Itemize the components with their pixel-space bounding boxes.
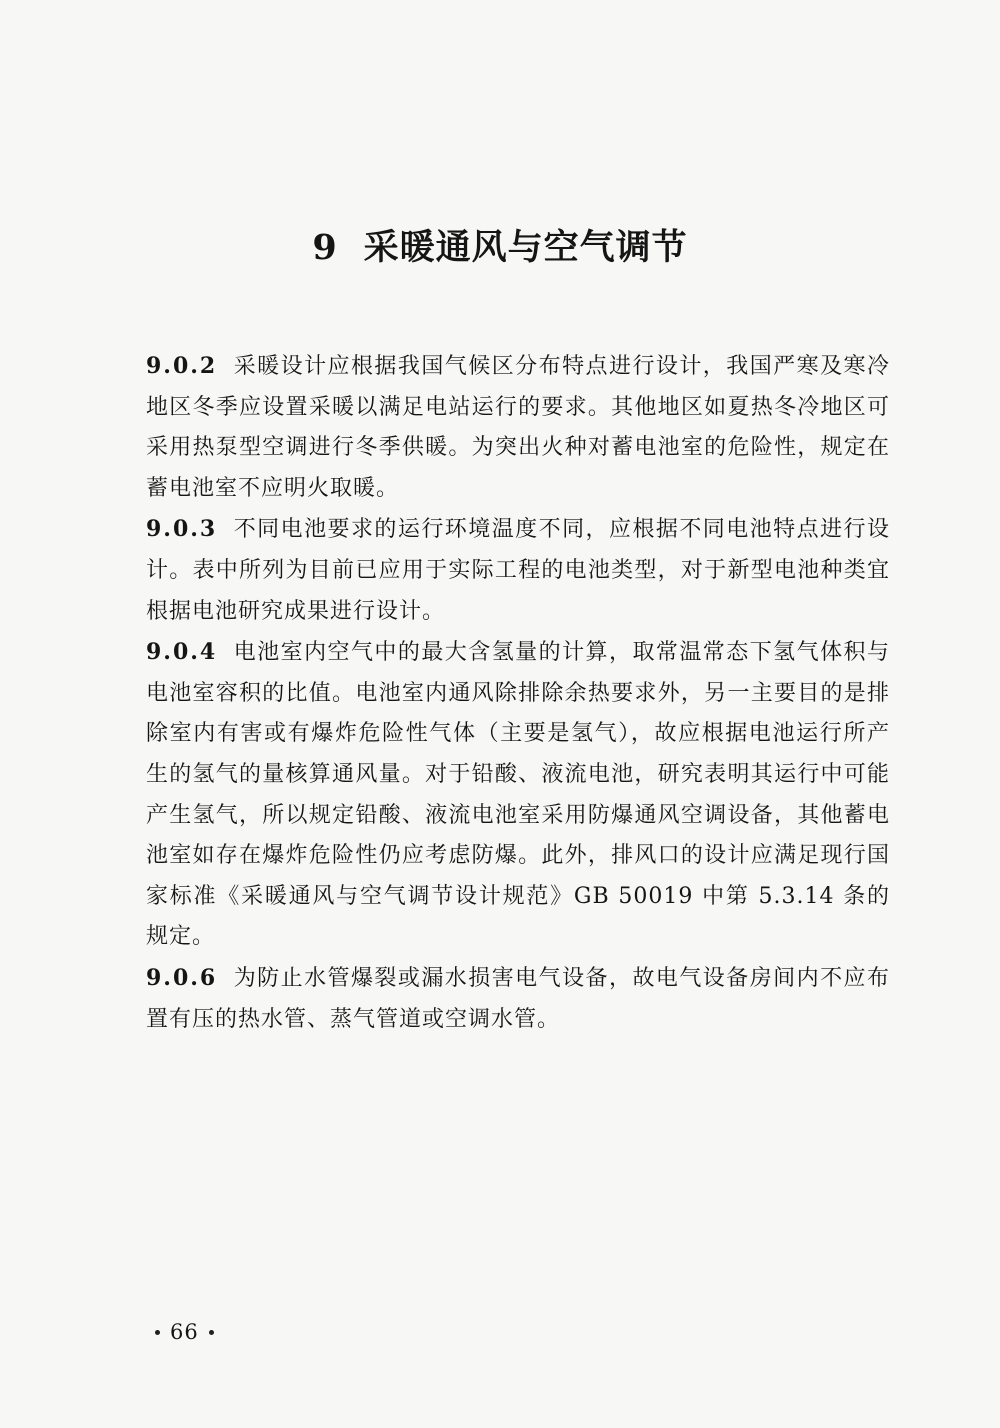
page-number-value: 66	[170, 1320, 199, 1344]
chapter-body	[146, 346, 890, 1040]
chapter-title	[0, 226, 1000, 270]
page-number	[145, 1318, 255, 1346]
clause-9-0-3	[146, 509, 890, 632]
clause-number: 9.0.3	[146, 516, 218, 543]
chapter-title-text: 采暖通风与空气调节	[363, 227, 688, 268]
clause-9-0-2	[146, 346, 890, 509]
clause-number: 9.0.6	[146, 964, 218, 991]
clause-9-0-4	[146, 632, 890, 958]
left-dot-icon	[155, 1330, 160, 1335]
clause-number: 9.0.2	[146, 353, 218, 379]
clause-9-0-6	[146, 958, 890, 1040]
clause-text: 为防止水管爆裂或漏水损害电气设备，故电气设备房间内不应布置有压的热水管、蒸气管道或空调水管。	[146, 965, 890, 1032]
chapter-number: 9	[312, 227, 338, 268]
clause-text: 采暖设计应根据我国气候区分布特点进行设计，我国严寒及寒冷地区冬季应设置采暖以满足电站运行的要求。其他地区如夏热冬冷地区可采用热泵型空调进行冬季供暖。为突出火种对蓄电池室的危险性，规定在蓄电池室不应明火取暖。	[146, 354, 890, 501]
clause-text: 电池室内空气中的最大含氢量的计算，取常温常态下氢气体积与电池室容积的比值。电池室内通风除排除余热要求外，另一主要目的是排除室内有害或有爆炸危险性气体（主要是氢气），故应根据电池运行所产生的氢气的量核算通风量。对于铅酸、液流电池，研究表明其运行中可能产生氢气，所以规定铅酸、液流电池室采用防爆通风空调设备，其他蓄电池室如存在爆炸危险性仍应考虑防爆。此外，排风口的设计应满足现行国家标准《采暖通风与空气调节设计规范》GB 50019 中第 5.3.14 条的规定。	[146, 640, 890, 950]
clause-number: 9.0.4	[146, 639, 218, 666]
right-dot-icon	[209, 1330, 214, 1335]
clause-text: 不同电池要求的运行环境温度不同，应根据不同电池特点进行设计。表中所列为目前已应用于实际工程的电池类型，对于新型电池种类宜根据电池研究成果进行设计。	[146, 517, 890, 624]
